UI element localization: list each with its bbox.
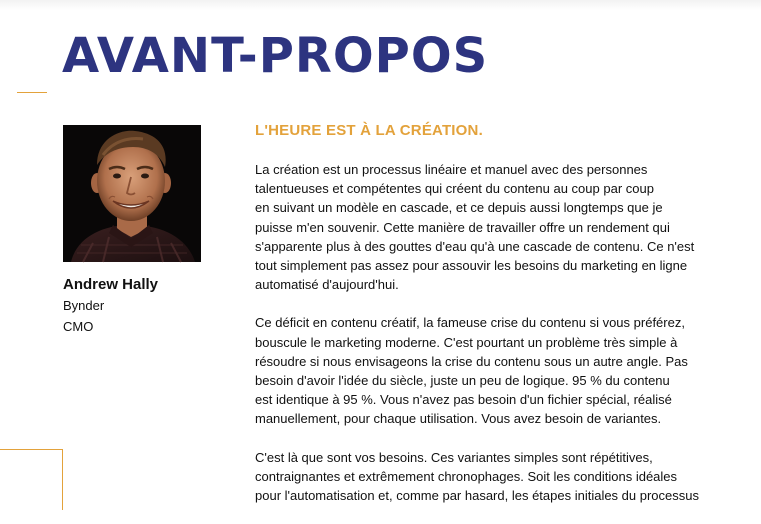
text-line: s'apparente plus à des gouttes d'eau qu'à une cascade de contenu. Ce n'est [255, 238, 695, 254]
author-name: Andrew Hally [63, 276, 159, 293]
text-line: résoudre si nous envisageons la crise du contenu sous un autre angle. Pas [255, 353, 688, 369]
text-line: automatisé d'aujourd'hui. [255, 277, 399, 293]
portrait-photo-icon [63, 125, 201, 262]
text-line: La création est un processus linéaire et manuel avec des personnes [255, 162, 648, 177]
author-block [63, 275, 233, 337]
text-line: en suivant un modèle en cascade, et ce depuis aussi longtemps que je [255, 200, 663, 216]
author-photo [63, 125, 201, 262]
paragraph-3 [255, 448, 700, 506]
paragraph-2 [255, 313, 700, 428]
text-line: C'est là que sont vos besoins. Ces variantes simples sont répétitives, [255, 449, 653, 465]
text-line: pour l'automatisation et, comme par hasard, les étapes initiales du processus [255, 488, 699, 504]
paragraph-1 [255, 160, 700, 294]
page-title: AVANT-PROPOS [62, 28, 489, 84]
text-line: tout simplement pas assez pour assouvir les besoins du marketing en ligne [255, 258, 688, 274]
section-heading: L'HEURE EST À LA CRÉATION. [255, 122, 483, 139]
text-line: est identique à 95 %. Vous n'avez pas besoin d'un fichier spécial, réalisé [255, 392, 672, 408]
text-line: besoin d'avoir l'idée du siècle, juste un peu de logique. 95 % du contenu [255, 373, 670, 389]
text-line: bouscule le marketing moderne. C'est pourtant un problème très simple à [255, 334, 678, 350]
body-text [255, 160, 700, 524]
author-role: CMO [63, 319, 94, 334]
author-company: Bynder [63, 298, 105, 313]
top-edge-fade [0, 0, 761, 10]
decorative-rule [17, 92, 47, 93]
text-line: Ce déficit en contenu créatif, la fameuse crise du contenu si vous préférez, [255, 315, 685, 331]
decorative-corner-frame [0, 449, 63, 510]
text-line: talentueuses et compétentes qui créent du contenu au coup par coup [255, 181, 654, 197]
text-line: contraignantes et extrêmement chronophages. Soit les conditions idéales [255, 468, 678, 484]
text-line: manuellement, pour chaque utilisation. Vous avez besoin de variantes. [255, 411, 662, 427]
text-line: puisse m'en souvenir. Cette manière de travailler offre un rendement qui [255, 219, 670, 235]
